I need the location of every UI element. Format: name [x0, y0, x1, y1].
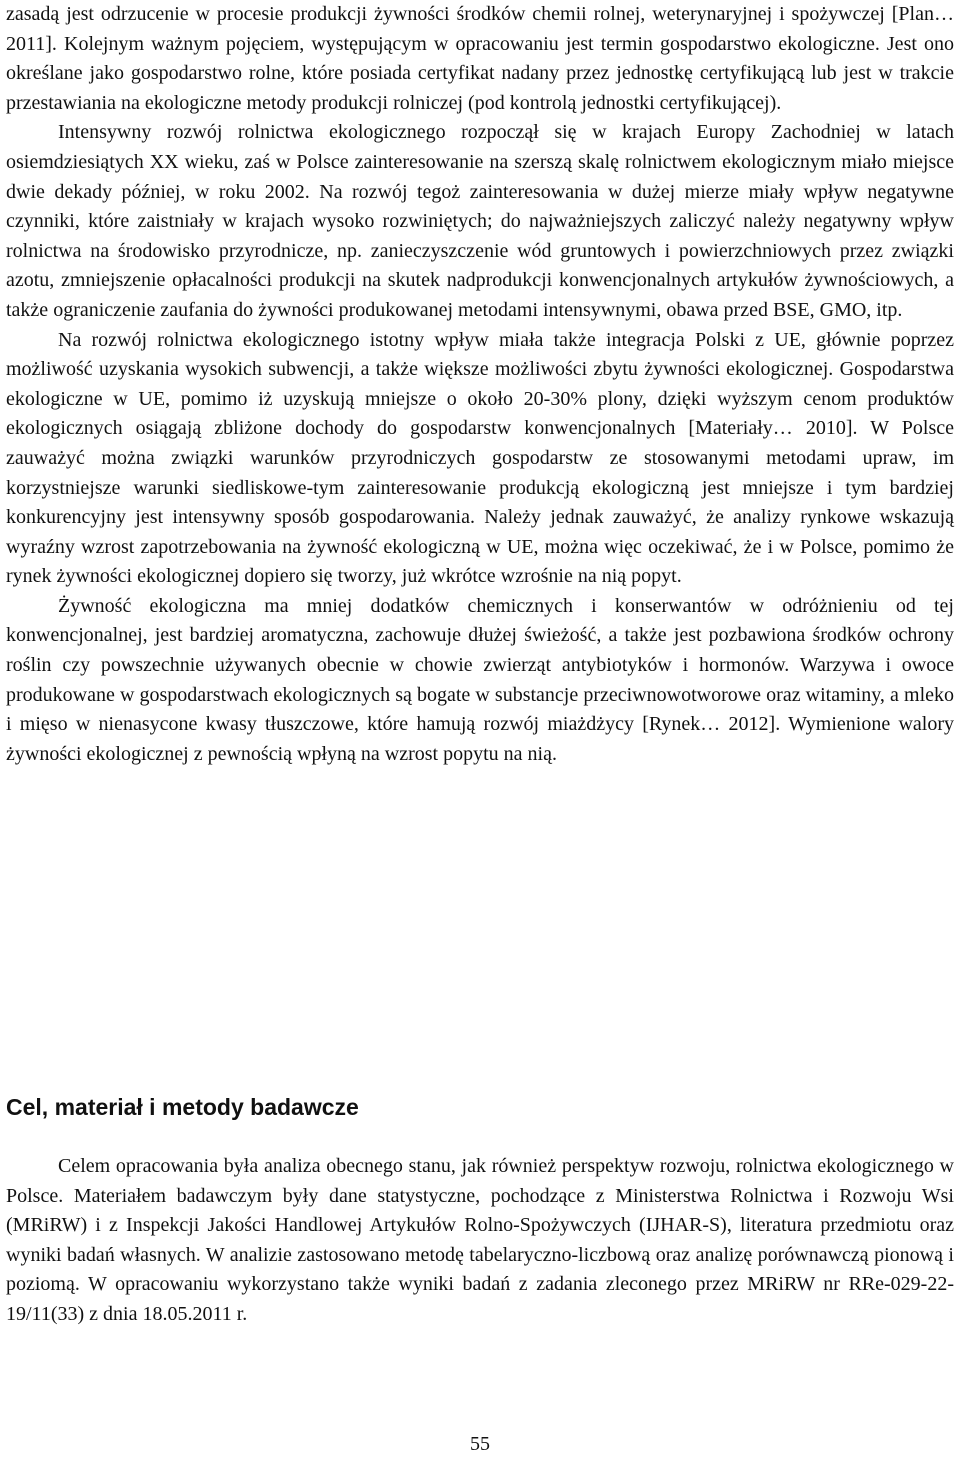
paragraph-1: zasadą jest odrzucenie w procesie produkcji żywności środków chemii rolnej, weterynaryjnej i spożywczej [Plan… 2011]. Kolejnym ważnym pojęciem, występującym w opracowaniu jest termin gospodarstwo ekologiczne. Jest ono określane jako gospodarstwo rolne, które posiada certyfikat nadany przez jednostkę certyfikującą lub jest w trakcie przestawiania na ekologiczne metody produkcji rolniczej (pod kontrolą jednostki certyfikującej).	[6, 3, 954, 114]
paragraph-2: Intensywny rozwój rolnictwa ekologicznego rozpoczął się w krajach Europy Zachodniej w latach osiemdziesiątych XX wieku, zaś w Polsce zainteresowanie na szerszą skalę rolnictwem ekologicznym miało miejsce dwie dekady później, w roku 2002. Na rozwój tegoż zainteresowania w dużej mierze miały wpływ negatywne czynniki, które zaistniały w krajach wysoko rozwiniętych; do najważniejszych zaliczyć należy negatywny wpływ rolnictwa na środowisko przyrodnicze, np. zanieczyszczenie wód gruntowych i powierzchniowych przez związki azotu, zmniejszenie opłacalności produkcji na skutek nadprodukcji konwencjonalnych artykułów żywnościowych, a także ograniczenie zaufania do żywności produkowanej metodami intensywnymi, obawa przed BSE, GMO, itp.	[6, 121, 954, 321]
section-paragraph: Celem opracowania była analiza obecnego stanu, jak również perspektyw rozwoju, rolnictwa ekologicznego w Polsce. Materiałem badawczym były dane statystyczne, pochodzące z Ministerstwa Rolnictwa i Rozwoju Wsi (MRiRW) i z Inspekcji Jakości Handlowej Artykułów Rolno-Spożywczych (IJHAR-S), literatura przedmiotu oraz wyniki badań własnych. W analizie zastosowano metodę tabelaryczno-liczbową oraz analizę porównawczą pionową i poziomą. W opracowaniu wykorzystano także wyniki badań z zadania zleconego przez MRiRW nr RRe-029-22-19/11(33) z dnia 18.05.2011 r.	[6, 1155, 954, 1325]
paragraph-3: Na rozwój rolnictwa ekologicznego istotny wpływ miała także integracja Polski z UE, głównie poprzez możliwość uzyskania wysokich subwencji, a także większe możliwości zbytu żywności ekologicznej. Gospodarstwa ekologiczne w UE, pomimo iż uzyskują mniejsze o około 20-30% plony, dzięki wyższym cenom produktów ekologicznych osiągają zbliżone dochody do gospodarstw konwencjonalnych [Materiały… 2010]. W Polsce zauważyć można związki warunków przyrodniczych gospodarstw ze stosowanymi metodami upraw, im korzystniejsze warunki siedliskowe-tym zainteresowanie produkcją ekologiczną jest mniejsze i tym bardziej konkurencyjny jest intensywny sposób gospodarowania. Należy jednak zauważyć, że analizy rynkowe wskazują wyraźny wzrost zapotrzebowania na żywność ekologiczną w UE, można więc oczekiwać, że i w Polsce, pomimo że rynek żywności ekologicznej dopiero się tworzy, już wkrótce wzrośnie na nią popyt.	[6, 328, 954, 588]
page-number: 55	[470, 1433, 490, 1455]
section-heading: Cel, materiał i metody badawcze	[6, 1094, 359, 1120]
section-body	[6, 1152, 954, 1330]
page-content	[6, 0, 954, 1325]
paragraph-4: Żywność ekologiczna ma mniej dodatków chemicznych i konserwantów w odróżnieniu od tej konwencjonalnej, jest bardziej aromatyczna, zachowuje dłużej świeżość, a także jest pozbawiona środków ochrony roślin czy powszechnie używanych obecnie w chowie zwierząt antybiotyków i hormonów. Warzywa i owoce produkowane w gospodarstwach ekologicznych są bogate w substancje przeciwnowotworowe oraz witaminy, a mleko i mięso w nienasycone kwasy tłuszczowe, które hamują rozwój miażdżycy [Rynek… 2012]. Wymienione walory żywności ekologicznej z pewnością wpłyną na wzrost popytu na nią.	[6, 594, 954, 765]
